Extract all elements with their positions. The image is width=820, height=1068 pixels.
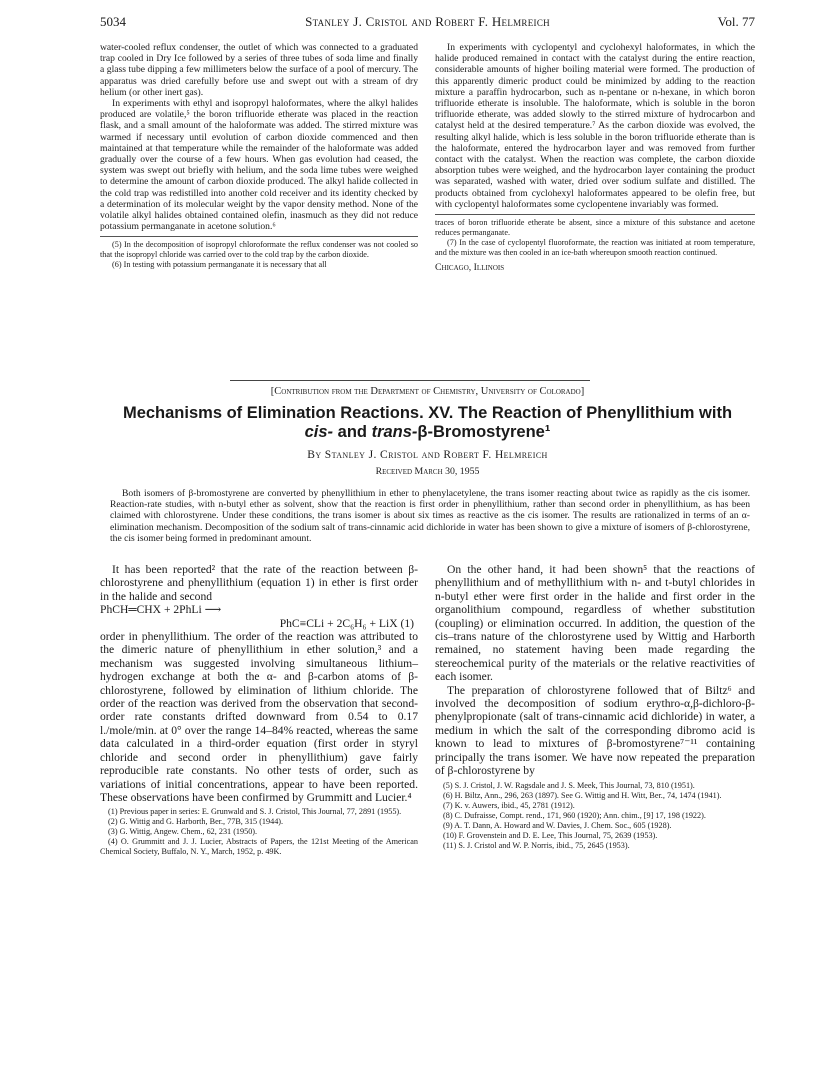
location-signature: Chicago, Illinois <box>435 262 505 274</box>
title-line-1: Mechanisms of Elimination Reactions. XV. The Reaction of Phenyllithium with <box>122 404 733 422</box>
footnote: (6) H. Biltz, Ann., 296, 263 (1897). See G. Wittig and H. Witt, Ber., 74, 1474 (1941). <box>443 790 722 800</box>
page-number: 5034 <box>100 14 126 29</box>
paragraph: On the other hand, it had been shown⁵ that the reactions of phenyllithium and of methyllithium with n- and t-butyl chlorides in n-butyl ether were first order in the halide and first order in the organolithium compound, regardless of whether substitution (coupling) or elimination occurred. In addition, the question of the cis–trans nature of the chlorostyrene used by Wittig and Harborth remained, no statement having been made regarding the stereochemical purity of the materials or the relative reactivities of each isomer. <box>435 563 755 684</box>
footnote-5: (5) In the decomposition of isopropyl chloroformate the reflux condenser was not cooled so that the isopropyl chloride was carried over to the cold trap by the carbon dioxide. <box>100 240 418 260</box>
equation-1-line-2: PhC≡CLi + 2C₆H₆ + LiX (1) <box>279 616 414 630</box>
title-and: and <box>333 423 372 441</box>
footnote: (2) G. Wittig and G. Harborth, Ber., 77B, 315 (1944). <box>108 817 284 827</box>
paragraph: In experiments with cyclopentyl and cyclohexyl haloformates, in which the halide produced remained in contact with the catalyst during the entire reaction, considerable amounts of higher boiling material were formed. The production of this apparently dimeric product could be minimized by adding to the reaction mixture a paraffin hydrocarbon, such as n-pentane or n-hexane, in which boron trifluoride etherate is insoluble. The haloformate, which is soluble in the boron trifluoride etherate, was added slowly to the stirred mixture of hydrocarbon and catalyst held at the desired temperature.⁷ As the carbon dioxide was evolved, the resulting alkyl halide, which is less soluble in the boron trifluoride etherate than is the haloformate, entered the hydrocarbon layer and was removed from further contact with the catalyst. When the reaction was complete, the carbon dioxide absorption tubes were weighed, and the hydrocarbon layer containing the product was separated, washed with water, dried over sodium sulfate and distilled. The products obtained from cyclohexyl haloformates appeared to be olefin free, but with cyclopentyl haloformates some cyclopentene invariably was formed. <box>435 42 755 210</box>
running-head-authors: Stanley J. Cristol and Robert F. Helmreich <box>305 14 550 29</box>
footnote: (5) S. J. Cristol, J. W. Ragsdale and J. S. Meek, This Journal, 73, 810 (1951). <box>443 780 695 790</box>
footnote-rule <box>100 236 418 237</box>
volume-label: Vol. 77 <box>717 14 755 29</box>
footnote: (11) S. J. Cristol and W. P. Norris, ibid., 75, 2645 (1953). <box>443 840 630 850</box>
abstract: Both isomers of β-bromostyrene are converted by phenyllithium in ether to phenylacetylene, the trans isomer reacting about twice as rapidly as the cis isomer. Reaction-rate studies, with n-butyl ether as solvent, show that the reaction is first order in phenyllithium, rather than second order in phenyllithium, as has been claimed with chlorostyrene. Under these conditions, the trans isomer is about six times as reactive as the cis isomer. The results are rationalized in terms of an α-elimination mechanism. Decomposition of the sodium salt of trans-cinnamic acid dichloride in water has been shown to give a mixture of isomers of β-chlorostyrene, the cis isomer being formed in predominant amount. <box>110 488 750 544</box>
title-cis: cis- <box>304 423 334 441</box>
article-title <box>100 404 755 442</box>
section-divider <box>230 380 590 381</box>
footnote-7: (7) In the case of cyclopentyl fluoroformate, the reaction was initiated at room temperature, and the mixture was then cooled in an ice-bath whereupon smooth reaction continued. <box>435 238 755 258</box>
equation-1-line-1: PhCH═CHX + 2PhLi ⟶ <box>100 603 222 617</box>
footnote: (10) F. Grovenstein and D. E. Lee, This Journal, 75, 2639 (1953). <box>443 830 658 840</box>
body-left-column <box>100 563 418 857</box>
footnote: (8) C. Dufraisse, Compt. rend., 171, 960 (1920); Ann. chim., [9] 17, 198 (1922). <box>443 810 706 820</box>
previous-article-left-column <box>100 42 418 270</box>
contribution-line: [Contribution from the Department of Chemistry, University of Colorado] <box>270 386 585 397</box>
received-date: Received March 30, 1955 <box>375 466 480 477</box>
footnotes-right <box>435 781 755 851</box>
paragraph: order in phenyllithium. The order of the reaction was attributed to the dimeric nature of phenyllithium in ether solution,³ and a mechanism was suggested involving simultaneous lithium–hydrogen exchange at both the α- and β-carbon atoms of β-chlorostyrene, followed by elimination of lithium chloride. The order of the reaction was derived from the observation that second-order rate constants drifted downward from 0.54 to 0.17 l./mole/min. at 0° over the range 14–84% reacted, whereas the same data calculated in a third-order equation (first order in styryl chloride and second order in phenyllithium) gave fairly reproducible rate constants. No other tests of order, such as variations of initial concentrations, appear to have been reported. These observations have been confirmed by Grummitt and Lucier.⁴ <box>100 630 418 804</box>
footnote-rule <box>435 214 755 215</box>
title-line-2 <box>100 423 755 442</box>
footnote: (7) K. v. Auwers, ibid., 45, 2781 (1912). <box>443 800 575 810</box>
previous-article-right-column <box>435 42 755 273</box>
running-head <box>100 14 755 34</box>
footnote: (9) A. T. Dann, A. Howard and W. Davies, J. Chem. Soc., 605 (1928). <box>443 820 672 830</box>
paragraph: water-cooled reflux condenser, the outlet of which was connected to a graduated trap cooled in Dry Ice followed by a series of three tubes of soda lime and finally a glass tube dipping a few millimeters below the surface of a pool of mercury. The apparatus was dried carefully before use and swept out with a stream of dry helium (or other inert gas). <box>100 42 418 98</box>
footnote-6-continued: traces of boron trifluoride etherate be absent, since a mixture of this substance and acetone reduces permanganate. <box>435 218 755 238</box>
footnote: (4) O. Grummitt and J. J. Lucier, Abstracts of Papers, the 121st Meeting of the American Chemical Society, Buffalo, N. Y., March, 1952, p. 49K. <box>100 837 418 857</box>
footnote: (3) G. Wittig, Angew. Chem., 62, 231 (1950). <box>108 827 258 837</box>
paragraph: It has been reported² that the rate of the reaction between β-chlorostyrene and phenyllithium (equation 1) in ether is first order in the halide and second <box>100 563 418 603</box>
footnote-6: (6) In testing with potassium permanganate it is necessary that all <box>112 260 327 270</box>
title-trans: trans- <box>371 423 418 441</box>
paragraph: In experiments with ethyl and isopropyl haloformates, where the alkyl halides produced are volatile,⁵ the boron trifluoride etherate was placed in the reaction flask, and a small amount of the haloformate was added. The stirred mixture was warmed if necessary until evolution of carbon dioxide commenced and then maintained at that temperature while the remainder of the haloformate was added gradually over the course of a few hours. When gas evolution had ceased, the system was swept out briefly with helium, and the soda lime tubes were weighed to determine the amount of carbon dioxide produced. The alkyl halide collected in the cold trap was redistilled into another cold receiver and its identity checked by a determination of its molecular weight by the vapor density method. None of the volatile alkyl halides obtained contained olefin, inasmuch as they did not reduce potassium permanganate in acetone solution.⁶ <box>100 98 418 233</box>
paragraph: The preparation of chlorostyrene followed that of Biltz⁶ and involved the decomposition of sodium erythro-α,β-dichloro-β-phenylpropionate (salt of trans-cinnamic acid dichloride) in water, a medium in which the salt of the corresponding dibromo acid is known to lead to mixtures of β-bromostyrene⁷⁻¹¹ containing principally the trans isomer. We have now repeated the preparation of β-chlorostyrene by <box>435 683 755 778</box>
body-right-column <box>435 563 755 851</box>
footnote: (1) Previous paper in series: E. Grunwald and S. J. Cristol, This Journal, 77, 2891 (1955). <box>108 807 402 817</box>
byline: By Stanley J. Cristol and Robert F. Helmreich <box>307 449 548 461</box>
footnotes-left <box>100 807 418 857</box>
title-rest: β-Bromostyrene¹ <box>417 423 551 441</box>
